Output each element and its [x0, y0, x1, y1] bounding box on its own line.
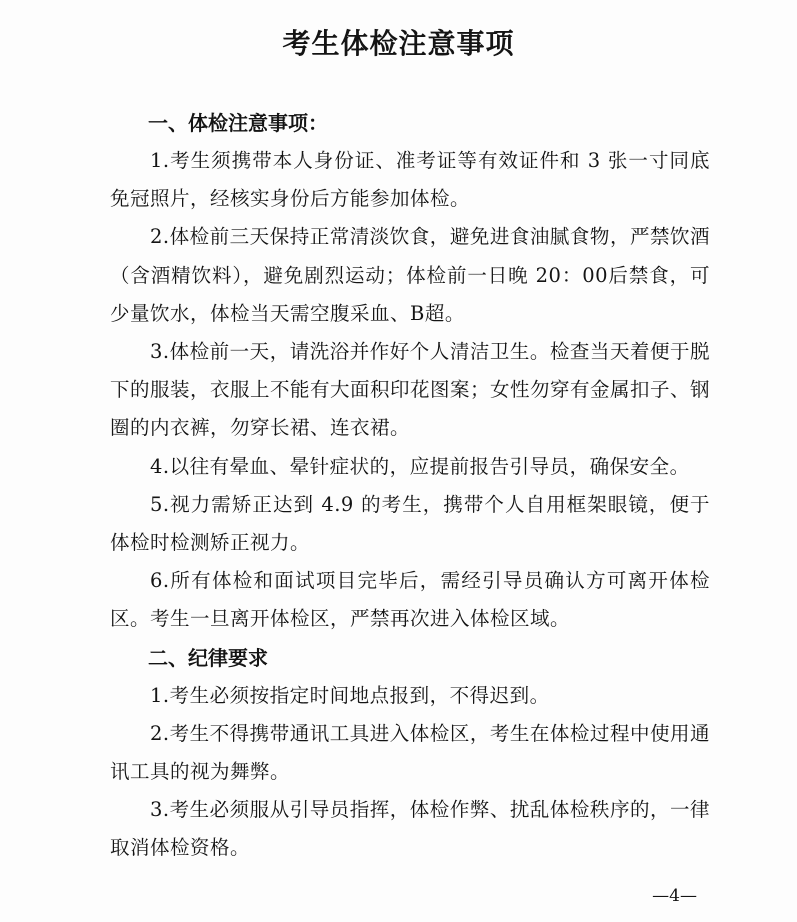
section-discipline-requirements [110, 639, 710, 868]
list-item: 1.考生必须按指定时间地点报到，不得迟到。 [150, 683, 550, 707]
list-item: 1.考生须携带本人身份证、准考证等有效证件和 3 张一寸同底免冠照片，经核实身份后方能参加体检。 [110, 149, 710, 211]
page-number: —4— [652, 886, 697, 906]
document-title: 考生体检注意事项 [282, 27, 515, 60]
document-body [110, 104, 710, 868]
list-item: 6.所有体检和面试项目完毕后，需经引导员确认方可离开体检区。考生一旦离开体检区，严禁再次进入体检区域。 [110, 569, 710, 631]
list-item: 5.视力需矫正达到 4.9 的考生，携带个人自用框架眼镜，便于体检时检测矫正视力。 [110, 492, 710, 555]
list-item: 2.体检前三天保持正常清淡饮食，避免进食油腻食物，严禁饮酒（含酒精饮料），避免剧烈运动；体检前一日晚 20：00后禁食，可少量饮水，体检当天需空腹采血、B超。 [110, 225, 710, 325]
list-item: 3.考生必须服从引导员指挥，体检作弊、扰乱体检秩序的，一律取消体检资格。 [110, 798, 710, 860]
section-heading: 二、纪律要求 [148, 645, 268, 670]
list-item: 3.体检前一天，请洗浴并作好个人清洁卫生。检查当天着便于脱下的服装，衣服上不能有大面积印花图案；女性勿穿有金属扣子、钢圈的内衣裤，勿穿长裙、连衣裙。 [110, 340, 711, 440]
list-item: 4.以往有晕血、晕针症状的，应提前报告引导员，确保安全。 [150, 454, 690, 478]
section-health-check-notes [110, 104, 710, 639]
list-item: 2.考生不得携带通讯工具进入体检区，考生在体检过程中使用通讯工具的视为舞弊。 [110, 721, 710, 784]
section-heading: 一、体检注意事项： [148, 111, 328, 135]
